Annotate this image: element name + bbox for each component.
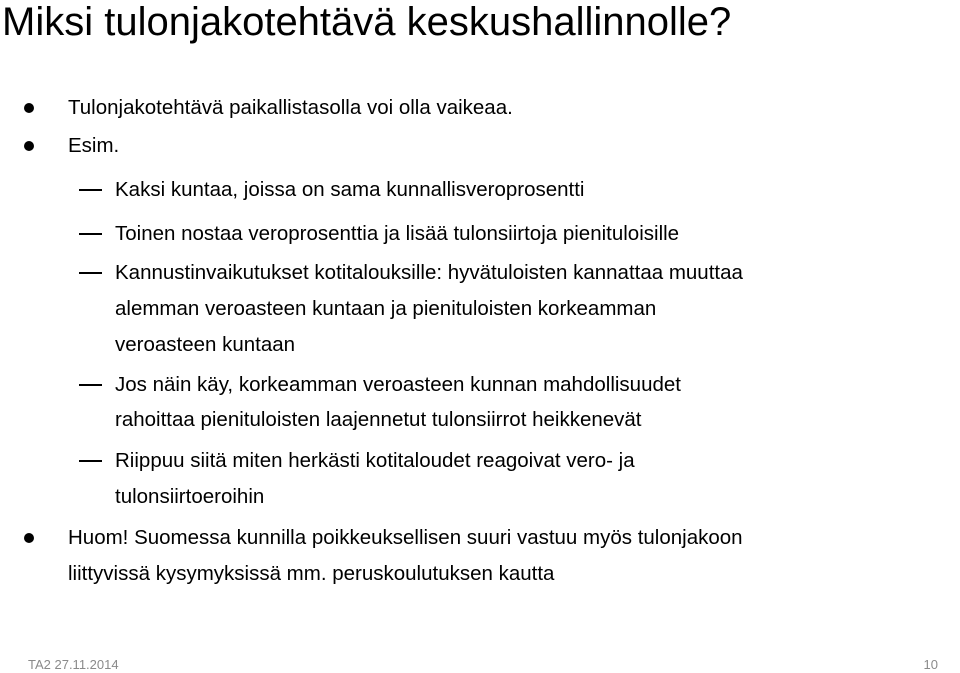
bullet-text: Esim. bbox=[68, 134, 120, 157]
sub-bullet-dash bbox=[79, 384, 102, 386]
sub-bullet-dash bbox=[79, 272, 102, 274]
sub-bullet-text: Kaksi kuntaa, joissa on sama kunnallisveroprosentti bbox=[115, 178, 585, 201]
bullet-text: Tulonjakotehtävä paikallistasolla voi olla vaikeaa. bbox=[68, 96, 513, 119]
sub-bullet-dash bbox=[79, 189, 102, 191]
footer-page-number: 10 bbox=[923, 657, 938, 672]
bullet-dot bbox=[24, 141, 34, 151]
bullet-text-continued: liittyvissä kysymyksissä mm. peruskoulutuksen kautta bbox=[68, 562, 555, 585]
sub-bullet-text: Jos näin käy, korkeamman veroasteen kunnan mahdollisuudet bbox=[115, 373, 681, 396]
footer-course-date: TA2 27.11.2014 bbox=[28, 657, 119, 672]
sub-bullet-dash bbox=[79, 233, 102, 235]
sub-bullet-text-continued: veroasteen kuntaan bbox=[115, 333, 296, 356]
sub-bullet-text: Toinen nostaa veroprosenttia ja lisää tulonsiirtoja pienituloisille bbox=[115, 222, 680, 245]
sub-bullet-text: Kannustinvaikutukset kotitalouksille: hyvätuloisten kannattaa muuttaa bbox=[115, 261, 743, 284]
sub-bullet-text: Riippuu siitä miten herkästi kotitaloudet reagoivat vero- ja bbox=[115, 449, 635, 472]
slide-title: Miksi tulonjakotehtävä keskushallinnolle? bbox=[2, 0, 732, 44]
bullet-text: Huom! Suomessa kunnilla poikkeuksellisen suuri vastuu myös tulonjakoon bbox=[68, 526, 743, 549]
sub-bullet-text-continued: rahoittaa pienituloisten laajennetut tulonsiirrot heikkenevät bbox=[115, 408, 642, 431]
bullet-dot bbox=[24, 103, 34, 113]
sub-bullet-text-continued: alemman veroasteen kuntaan ja pienituloisten korkeamman bbox=[115, 297, 657, 320]
bullet-dot bbox=[24, 533, 34, 543]
sub-bullet-dash bbox=[79, 460, 102, 462]
sub-bullet-text-continued: tulonsiirtoeroihin bbox=[115, 485, 265, 508]
